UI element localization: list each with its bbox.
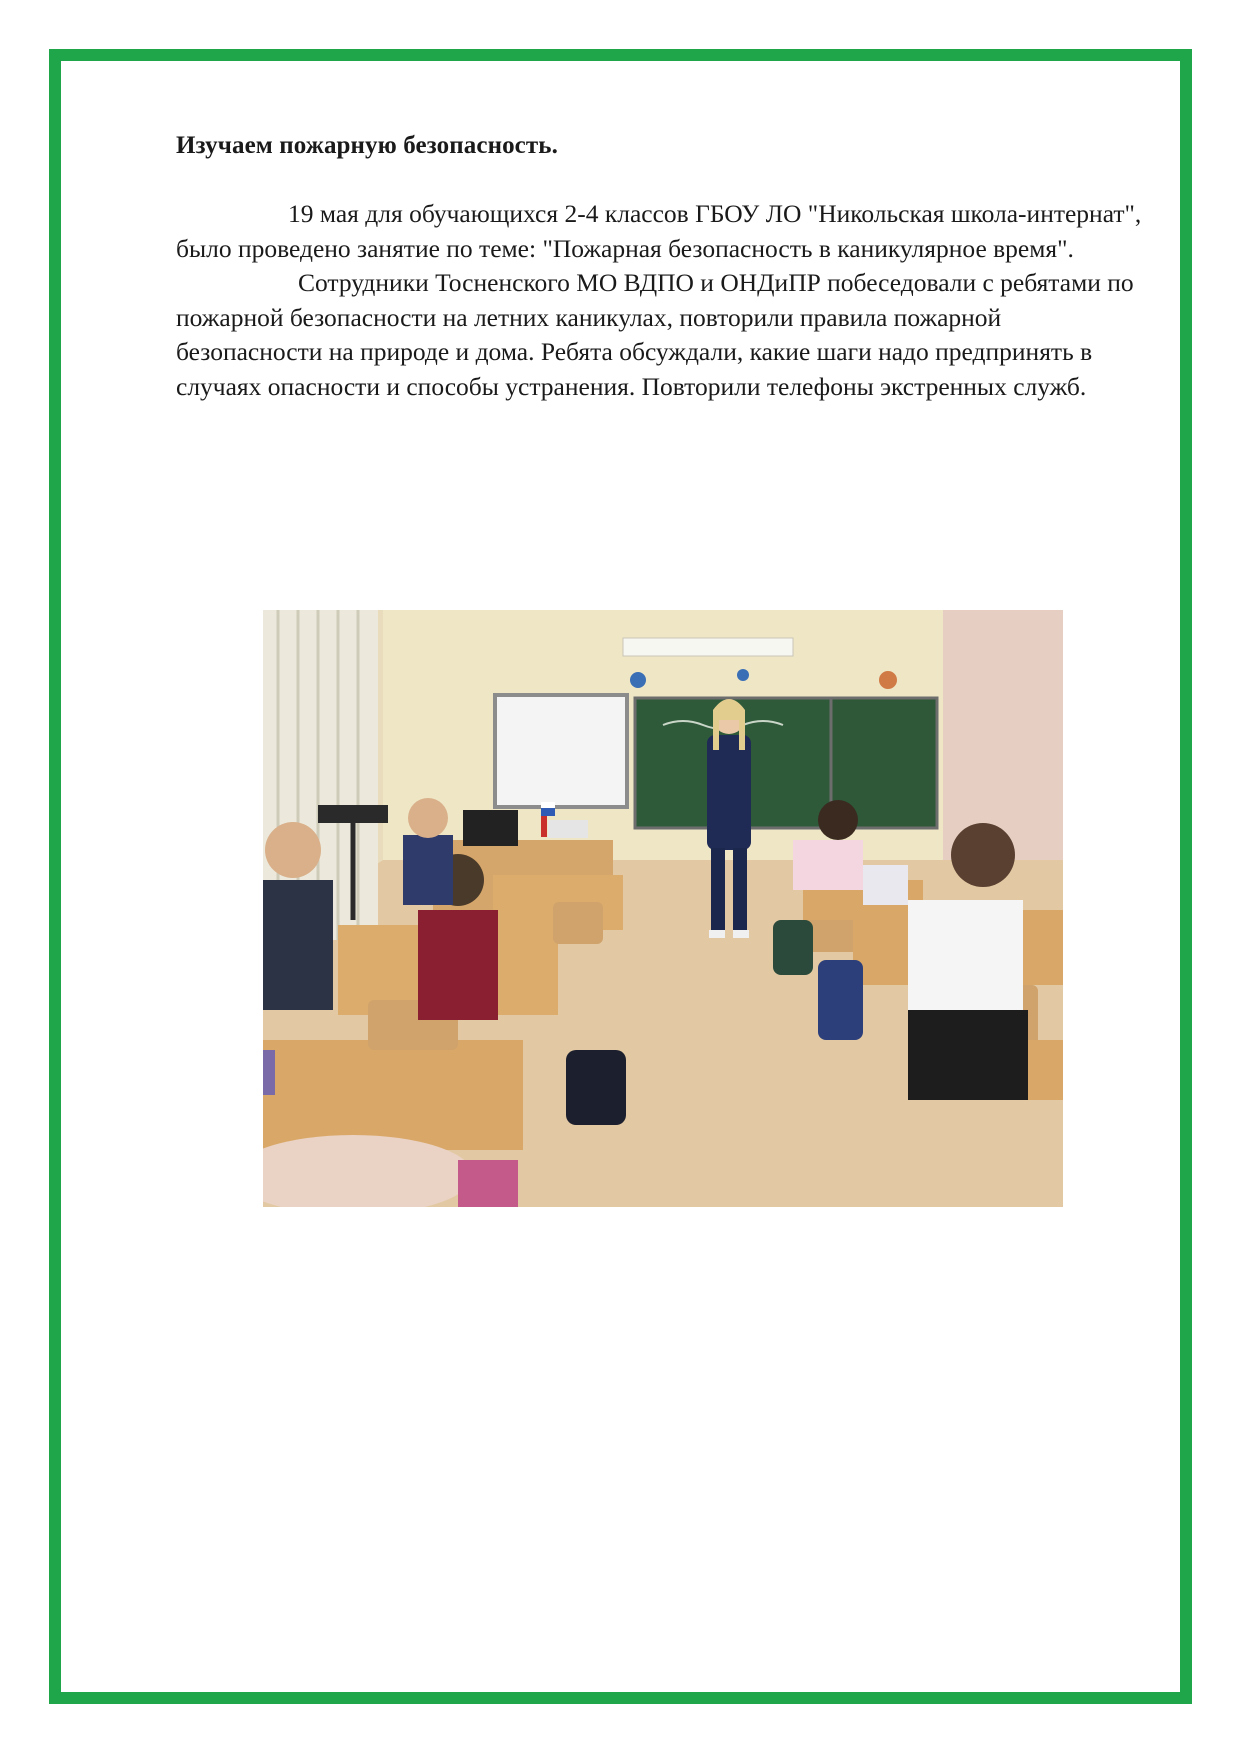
document-title: Изучаем пожарную безопасность. [176, 132, 558, 159]
paragraph-2: Сотрудники Тосненского МО ВДПО и ОНДиПР побеседовали с ребятами по пожарной безопасности на летних каникулах, повторили правила пожарной безопасности на природе и дома. Ребята обсуждали, какие шаги надо предпринять в случаях опасности и способы устранения. Повторили телефоны экстренных служб. [176, 268, 1134, 401]
document-body [176, 197, 1151, 404]
classroom-photo [263, 610, 1063, 1207]
paragraph-1: 19 мая для обучающихся 2-4 классов ГБОУ ЛО "Никольская школа-интернат", было проведено занятие по теме: "Пожарная безопасность в каникулярное время". [176, 199, 1142, 263]
